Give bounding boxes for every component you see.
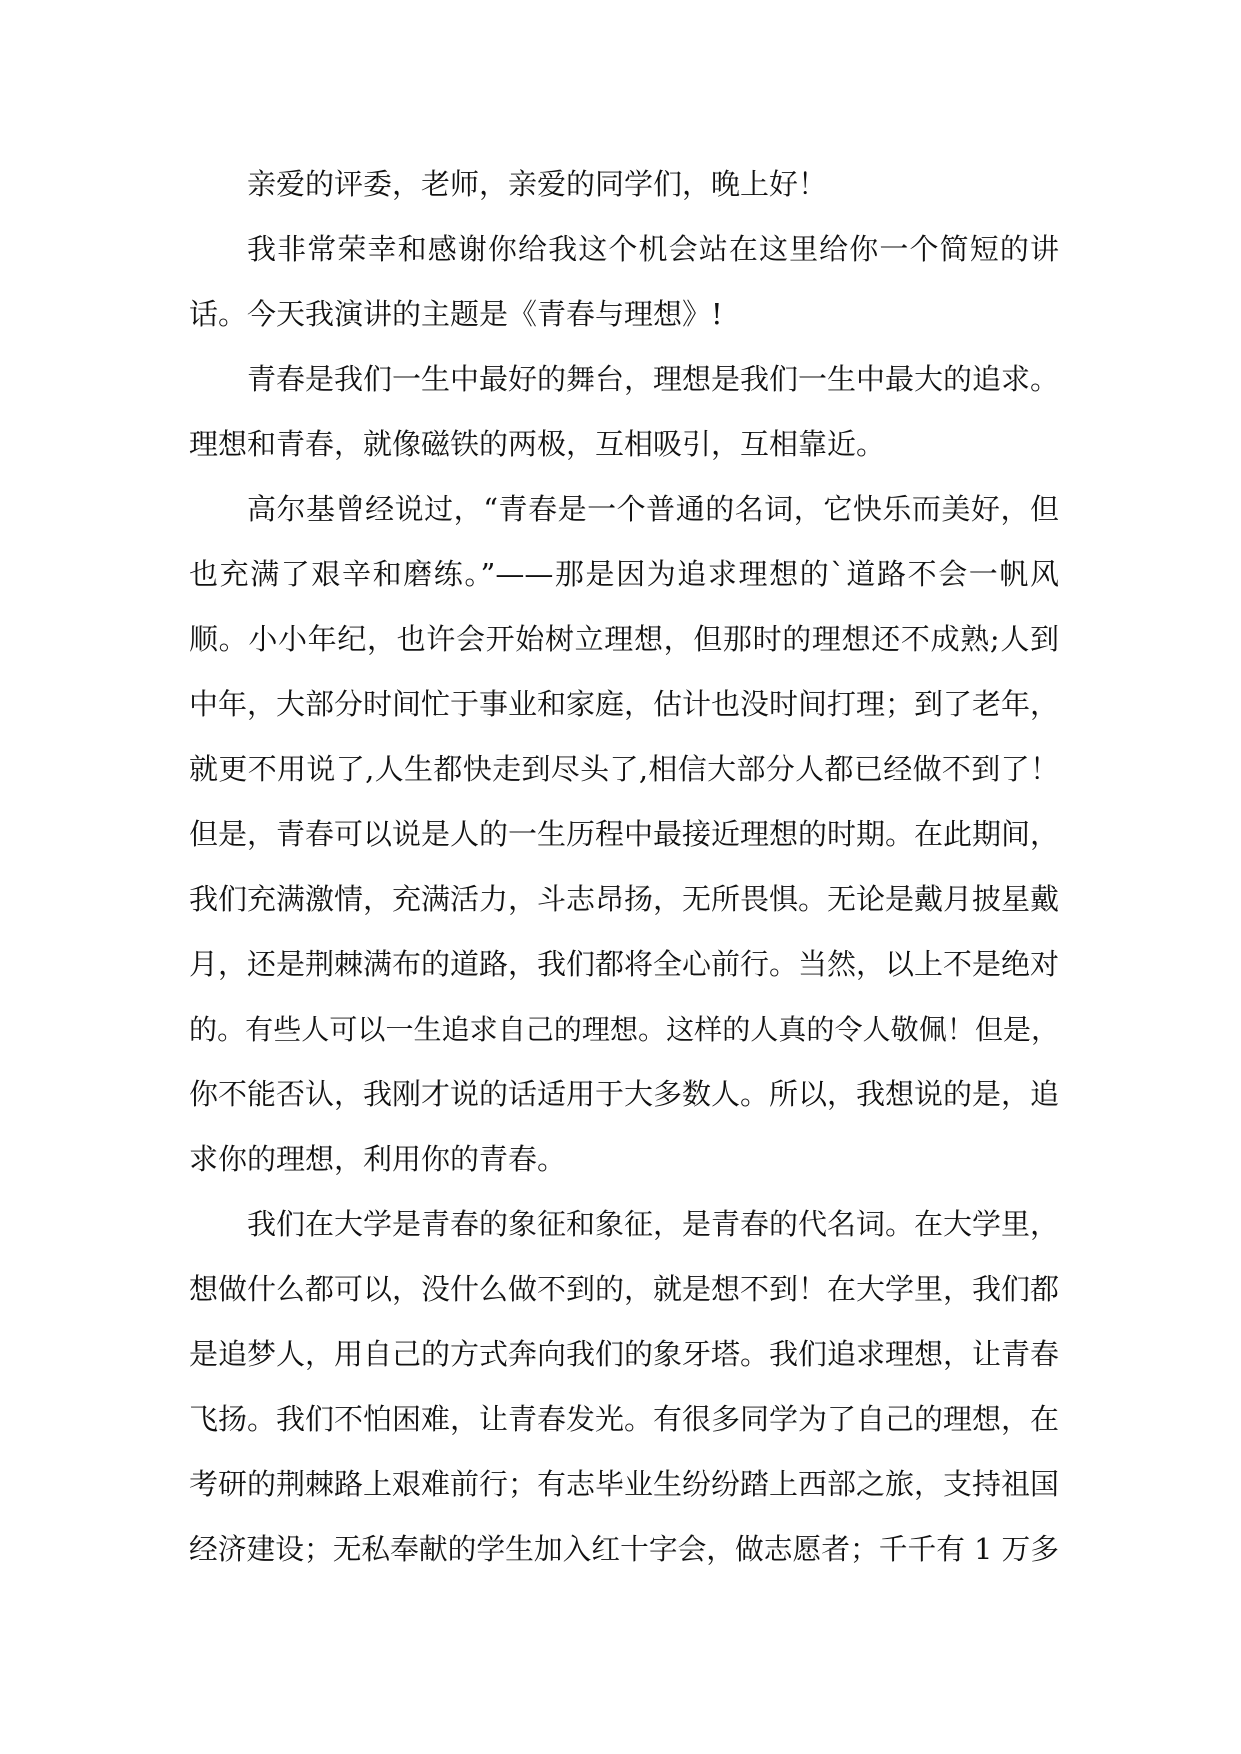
text-line: 理想和青春，就像磁铁的两极，互相吸引，互相靠近。	[189, 427, 886, 461]
text-line: 月，还是荆棘满布的道路，我们都将全心前行。当然，以上不是绝对	[189, 947, 1060, 981]
text-line: 飞扬。我们不怕困难，让青春发光。有很多同学为了自己的理想，在	[189, 1402, 1060, 1436]
text-line: 求你的理想，利用你的青春。	[189, 1142, 567, 1176]
text-line: 高尔基曾经说过，“青春是一个普通的名词，它快乐而美好，但	[247, 492, 1059, 526]
text-line: 经济建设；无私奉献的学生加入红十字会，做志愿者；千千有 1 万多	[189, 1532, 1059, 1566]
text-line: 也充满了艰辛和磨练。”——那是因为追求理想的`道路不会一帆风	[189, 557, 1059, 591]
text-line: 我们在大学是青春的象征和象征，是青春的代名词。在大学里，	[247, 1207, 1060, 1241]
text-line: 我们充满激情，充满活力，斗志昂扬，无所畏惧。无论是戴月披星戴	[189, 882, 1060, 916]
text-line: 就更不用说了,人生都快走到尽头了,相信大部分人都已经做不到了！	[189, 752, 1059, 786]
text-line: 青春是我们一生中最好的舞台，理想是我们一生中最大的追求。	[247, 362, 1060, 396]
text-line: 考研的荆棘路上艰难前行；有志毕业生纷纷踏上西部之旅，支持祖国	[189, 1467, 1060, 1501]
text-line: 的。有些人可以一生追求自己的理想。这样的人真的令人敬佩！但是，	[189, 1013, 1059, 1046]
text-line: 你不能否认，我刚才说的话适用于大多数人。所以，我想说的是，追	[189, 1077, 1060, 1111]
speech-text	[189, 152, 1059, 1582]
text-line: 是追梦人，用自己的方式奔向我们的象牙塔。我们追求理想，让青春	[189, 1337, 1060, 1371]
text-line: 中年，大部分时间忙于事业和家庭，估计也没时间打理；到了老年，	[189, 687, 1060, 721]
text-line: 亲爱的评委，老师，亲爱的同学们，晚上好！	[247, 167, 828, 201]
text-line: 我非常荣幸和感谢你给我这个机会站在这里给你一个简短的讲	[247, 232, 1059, 266]
text-line: 但是，青春可以说是人的一生历程中最接近理想的时期。在此期间，	[189, 817, 1060, 851]
text-line: 想做什么都可以，没什么做不到的，就是想不到！在大学里，我们都	[189, 1272, 1060, 1306]
text-line: 顺。小小年纪，也许会开始树立理想，但那时的理想还不成熟;人到	[189, 622, 1059, 656]
text-line: 话。今天我演讲的主题是《青春与理想》!	[189, 297, 723, 331]
